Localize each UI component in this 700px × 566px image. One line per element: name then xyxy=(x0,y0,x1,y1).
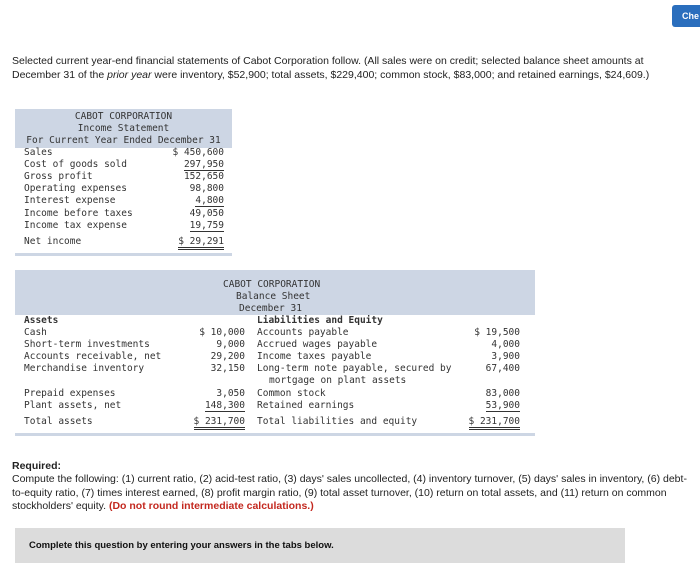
liability-value: $ 19,500 xyxy=(474,327,520,338)
income-row-label: Income before taxes xyxy=(24,208,133,219)
income-row-label: Operating expenses xyxy=(24,183,127,194)
problem-intro xyxy=(12,55,692,82)
income-row-label: Gross profit xyxy=(24,171,93,182)
liability-value: 4,000 xyxy=(491,339,520,350)
required-text xyxy=(12,473,692,514)
balance-company: CABOT CORPORATION xyxy=(223,279,321,290)
asset-label: Merchandise inventory xyxy=(24,363,145,374)
asset-value: 3,050 xyxy=(216,388,245,399)
liability-label: Total liabilities and equity xyxy=(257,416,418,427)
liability-label: Accrued wages payable xyxy=(257,339,378,350)
check-button[interactable]: Che xyxy=(672,5,700,27)
liability-label: Accounts payable xyxy=(257,327,349,338)
income-row-label: Net income xyxy=(24,236,82,247)
balance-date: December 31 xyxy=(239,303,302,314)
liability-value: $ 231,700 xyxy=(469,416,520,430)
income-row-label: Sales xyxy=(24,147,53,158)
asset-value: 148,300 xyxy=(204,400,245,411)
required-note: (Do not round intermediate calculations.) xyxy=(108,500,314,513)
income-row-value: $ 450,600 xyxy=(172,147,224,158)
instruction-box xyxy=(15,528,625,563)
balance-footer-band xyxy=(15,433,535,436)
required-title: Required: xyxy=(12,460,62,472)
instruction-text: Complete this question by entering your answers in the tabs below. xyxy=(29,540,334,551)
required-body: Compute the following: (1) current ratio, (2) acid-test ratio, (3) days' sales uncollected, (4) inventory turnover, (5) days' sales in inventory, (6) debt-to-equity ratio, (7) times interest earned, (8) profit margin ratio, (9) total asset turnover, (10) return on total assets, and (11) return on common stockholders' equity. xyxy=(12,473,687,513)
asset-value: 29,200 xyxy=(210,351,245,362)
asset-label: Accounts receivable, net xyxy=(24,351,162,362)
income-row-value: 98,800 xyxy=(189,183,224,194)
liability-label: Common stock xyxy=(257,388,326,399)
liability-value: 83,000 xyxy=(485,388,520,399)
income-company: CABOT CORPORATION xyxy=(74,111,173,122)
income-footer-band xyxy=(15,253,232,256)
intro-text-1: Selected current year-end financial statements of Cabot Corporation follow. (All sales were on credit; selected balance sheet amounts at December 31 of the xyxy=(12,55,644,81)
income-row-label: Cost of goods sold xyxy=(24,159,127,170)
income-row-value: $ 29,291 xyxy=(178,236,224,250)
asset-label: Prepaid expenses xyxy=(24,388,116,399)
intro-text-2: were inventory, $52,900; total assets, $229,400; common stock, $83,000; and retained earnings, $24,609.) xyxy=(151,68,650,81)
income-period: For Current Year Ended December 31 xyxy=(26,135,221,146)
income-row-value: 19,759 xyxy=(189,220,224,231)
income-row-value: 49,050 xyxy=(189,208,224,219)
income-title: Income Statement xyxy=(77,123,170,134)
asset-value: $ 10,000 xyxy=(199,327,245,338)
liability-label: Retained earnings xyxy=(257,400,355,411)
balance-sheet xyxy=(15,270,535,435)
income-row-label: Income tax expense xyxy=(24,220,127,231)
liability-label: Long-term note payable, secured by xyxy=(257,363,452,374)
income-row-value: 4,800 xyxy=(195,195,224,206)
liability-label: Income taxes payable xyxy=(257,351,372,362)
income-row-value: 152,650 xyxy=(183,171,224,182)
liability-label: mortgage on plant assets xyxy=(269,375,407,386)
intro-italic: prior year xyxy=(107,68,152,81)
asset-value: 32,150 xyxy=(210,363,245,374)
income-statement xyxy=(15,109,232,257)
asset-label: Total assets xyxy=(24,416,93,427)
liability-value: 53,900 xyxy=(485,400,520,411)
income-row-value: 297,950 xyxy=(183,159,224,170)
assets-header: Assets xyxy=(24,315,59,326)
liabilities-header: Liabilities and Equity xyxy=(257,315,383,326)
income-row-label: Interest expense xyxy=(24,195,116,206)
asset-value: $ 231,700 xyxy=(194,416,245,430)
balance-title: Balance Sheet xyxy=(236,291,311,302)
asset-label: Cash xyxy=(24,327,47,338)
asset-value: 9,000 xyxy=(216,339,245,350)
asset-label: Short-term investments xyxy=(24,339,150,350)
liability-value: 67,400 xyxy=(485,363,520,374)
liability-value: 3,900 xyxy=(491,351,520,362)
asset-label: Plant assets, net xyxy=(24,400,122,411)
